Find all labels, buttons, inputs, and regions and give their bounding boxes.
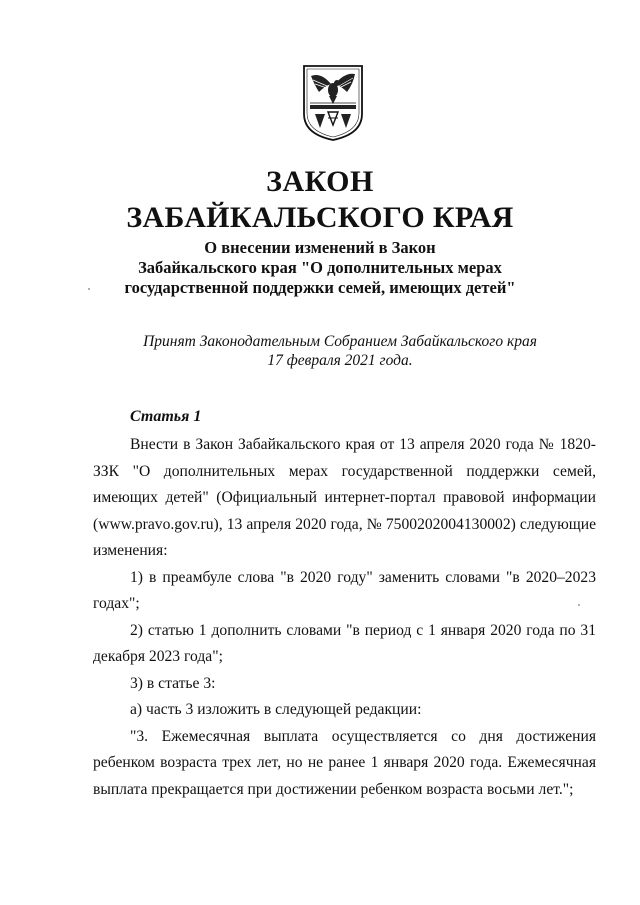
article-body: [93, 432, 596, 803]
adoption-date: 17 февраля 2021 года.: [267, 352, 413, 369]
article-paragraph: 1) в преамбуле слова "в 2020 году" заменить словами "в 2020–2023 годах";: [93, 568, 596, 612]
adoption-line: Принят Законодательным Собранием Забайкальского края: [143, 333, 537, 350]
coat-of-arms-icon: [301, 62, 365, 142]
law-description-line: Забайкальского края "О дополнительных мерах: [138, 258, 502, 277]
article-paragraph: "3. Ежемесячная выплата осуществляется со дня достижения ребенком возраста трех лет, но не ранее 1 января 2020 года. Ежемесячная выплата прекращается при достижении ребенком возраста восьми лет.";: [93, 727, 596, 798]
article-paragraph: Внести в Закон Забайкальского края от 13 апреля 2020 года № 1820-ЗЗК "О дополнительных мерах государственной поддержки семей, имеющих детей" (Официальный интернет-портал правовой информации (www.pravo.gov.ru), 13 апреля 2020 года, № 7500202004130002) следующие изменения:: [93, 436, 596, 559]
article-heading: Статья 1: [130, 408, 202, 425]
law-description-line: О внесении изменений в Закон: [204, 238, 436, 257]
article-paragraph: а) часть 3 изложить в следующей редакции:: [130, 701, 422, 718]
article-paragraph: 3) в статье 3:: [130, 674, 216, 692]
article-paragraph: 2) статью 1 дополнить словами "в период с 1 января 2020 года по 31 декабря 2023 года";: [93, 621, 596, 665]
scan-speck: [578, 604, 580, 606]
adoption-note: [0, 332, 640, 370]
scan-speck: [88, 288, 90, 290]
law-description: [0, 238, 640, 298]
law-title: ЗАКОН: [266, 165, 374, 198]
law-description-line: государственной поддержки семей, имеющих детей": [124, 278, 516, 297]
law-region-title: ЗАБАЙКАЛЬСКОГО КРАЯ: [126, 201, 514, 234]
